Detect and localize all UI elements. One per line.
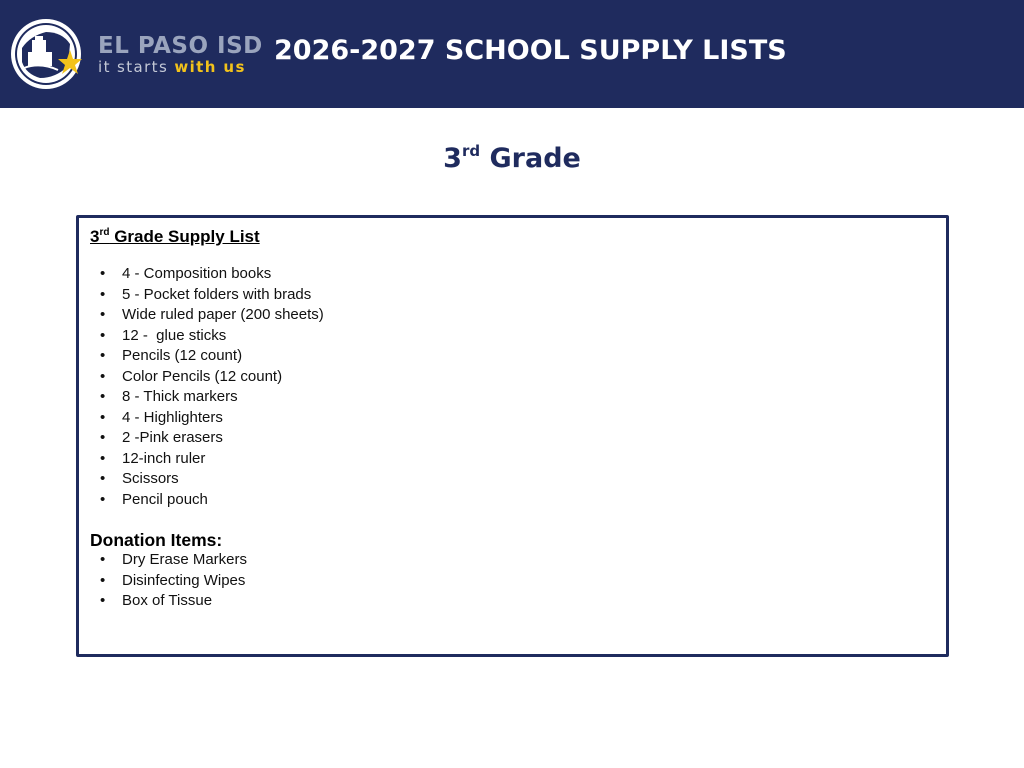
supply-item-label: Pencils (12 count) bbox=[122, 347, 243, 364]
donation-heading: Donation Items: bbox=[90, 530, 223, 550]
supply-list-title bbox=[90, 227, 260, 247]
supply-item-label: 4 - Highlighters bbox=[122, 408, 223, 426]
list-item bbox=[100, 367, 324, 388]
bullet-icon: • bbox=[100, 408, 106, 426]
bullet-icon: • bbox=[100, 265, 106, 282]
bullet-icon: • bbox=[100, 306, 106, 323]
supply-item-label: Scissors bbox=[122, 470, 179, 487]
list-item bbox=[100, 550, 247, 571]
list-item bbox=[100, 428, 324, 449]
bullet-icon: • bbox=[100, 388, 106, 405]
grade-heading bbox=[0, 143, 1024, 174]
bullet-icon: • bbox=[100, 347, 106, 364]
donation-item-label: Disinfecting Wipes bbox=[122, 571, 246, 589]
bullet-icon: • bbox=[100, 367, 106, 385]
list-item bbox=[100, 305, 324, 326]
supply-item-label: 8 - Thick markers bbox=[122, 388, 238, 405]
brand-tagline bbox=[98, 58, 246, 76]
district-logo-icon bbox=[10, 18, 82, 90]
list-item bbox=[100, 408, 324, 429]
list-title-rest: Grade Supply List bbox=[109, 227, 260, 246]
supply-item-label: Color Pencils (12 count) bbox=[122, 367, 283, 385]
donation-items-list bbox=[100, 550, 247, 612]
supply-item-label: Pencil pouch bbox=[122, 490, 208, 508]
list-item bbox=[100, 469, 324, 490]
page-title: 2026-2027 SCHOOL SUPPLY LISTS bbox=[274, 35, 787, 66]
tagline-start: it starts bbox=[98, 58, 175, 76]
supply-item-label: Wide ruled paper (200 sheets) bbox=[122, 306, 324, 323]
tagline-highlight: with us bbox=[174, 58, 246, 76]
list-item bbox=[100, 449, 324, 470]
list-item bbox=[100, 326, 324, 347]
grade-suffix: rd bbox=[461, 142, 481, 160]
list-item bbox=[100, 264, 324, 285]
supply-items-list bbox=[100, 264, 324, 510]
bullet-icon: • bbox=[100, 285, 106, 303]
list-item bbox=[100, 490, 324, 511]
list-item bbox=[100, 571, 247, 592]
list-title-suffix: rd bbox=[99, 227, 110, 238]
bullet-icon: • bbox=[100, 449, 106, 467]
list-item bbox=[100, 387, 324, 408]
list-title-number: 3 bbox=[90, 227, 100, 246]
bullet-icon: • bbox=[100, 571, 106, 589]
bullet-icon: • bbox=[100, 429, 106, 446]
supply-item-label: 12-inch ruler bbox=[122, 449, 206, 467]
list-item bbox=[100, 591, 247, 612]
grade-number: 3 bbox=[443, 143, 462, 174]
brand-name: EL PASO ISD bbox=[98, 33, 263, 59]
supply-item-label: 12 - glue sticks bbox=[122, 326, 227, 344]
donation-item-label: Box of Tissue bbox=[122, 592, 213, 609]
bullet-icon: • bbox=[100, 551, 106, 568]
bullet-icon: • bbox=[100, 490, 106, 508]
list-item bbox=[100, 346, 324, 367]
supply-item-label: 5 - Pocket folders with brads bbox=[122, 285, 312, 303]
list-item bbox=[100, 285, 324, 306]
bullet-icon: • bbox=[100, 592, 106, 609]
grade-word: Grade bbox=[480, 143, 581, 174]
supply-item-label: 4 - Composition books bbox=[122, 265, 272, 282]
bullet-icon: • bbox=[100, 326, 106, 344]
supply-list-box bbox=[76, 215, 949, 657]
supply-item-label: 2 -Pink erasers bbox=[122, 429, 223, 446]
bullet-icon: • bbox=[100, 470, 106, 487]
donation-item-label: Dry Erase Markers bbox=[122, 551, 248, 568]
header-banner bbox=[0, 0, 1024, 108]
